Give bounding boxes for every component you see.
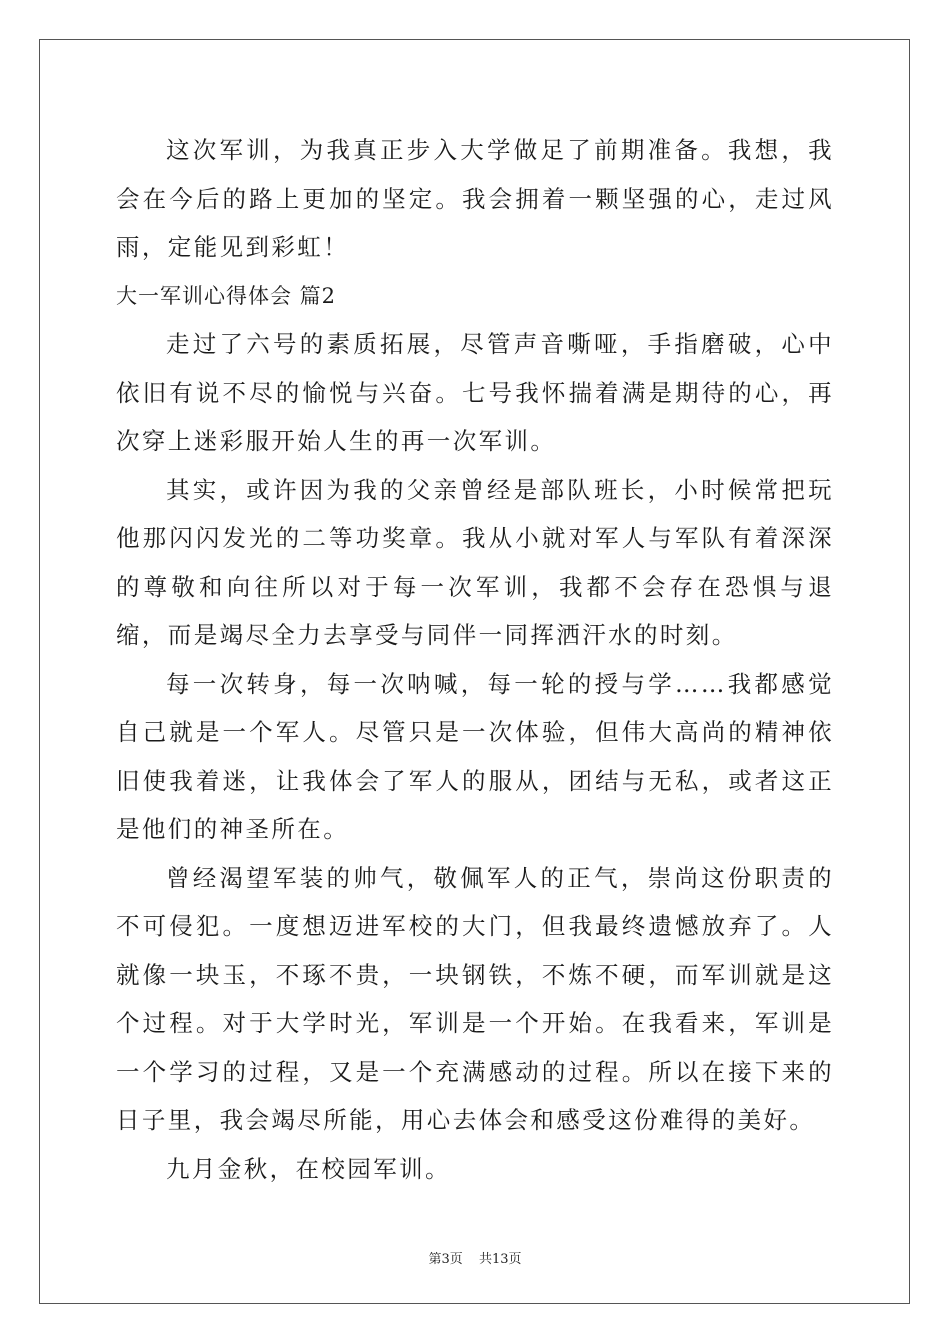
section-heading: 大一军训心得体会 篇2 — [116, 283, 337, 308]
paragraph: 其实，或许因为我的父亲曾经是部队班长，小时候常把玩他那闪闪发光的二等功奖章。我从小就对军人与军队有着深深的尊敬和向往所以对于每一次军训，我都不会存在恐惧与退缩，而是竭尽全力去享受与同伴一同挥洒汗水的时刻。 — [116, 475, 834, 649]
paragraph: 曾经渴望军装的帅气，敬佩军人的正气，崇尚这份职责的不可侵犯。一度想迈进军校的大门，但我最终遗憾放弃了。人就像一块玉，不琢不贵，一块钢铁，不炼不硬，而军训就是这个过程。对于大学时光，军训是一个开始。在我看来，军训是一个学习的过程，又是一个充满感动的过程。所以在接下来的日子里，我会竭尽所能，用心去体会和感受这份难得的美好。 — [116, 863, 834, 1134]
paragraph: 每一次转身，每一次呐喊，每一轮的授与学……我都感觉自己就是一个军人。尽管只是一次体验，但伟大高尚的精神依旧使我着迷，让我体会了军人的服从，团结与无私，或者这正是他们的神圣所在。 — [116, 669, 834, 843]
paragraph: 九月金秋，在校园军训。 — [166, 1154, 451, 1183]
current-page-number: 第3页 — [428, 1252, 463, 1267]
total-page-count: 共13页 — [478, 1252, 522, 1267]
document-body — [116, 126, 834, 1193]
page-footer — [0, 1248, 950, 1267]
paragraph: 走过了六号的素质拓展，尽管声音嘶哑，手指磨破，心中依旧有说不尽的愉悦与兴奋。七号我怀揣着满是期待的心，再次穿上迷彩服开始人生的再一次军训。 — [116, 330, 834, 455]
paragraph: 这次军训，为我真正步入大学做足了前期准备。我想，我会在今后的路上更加的坚定。我会拥着一颗坚强的心，走过风雨，定能见到彩虹！ — [116, 136, 834, 261]
